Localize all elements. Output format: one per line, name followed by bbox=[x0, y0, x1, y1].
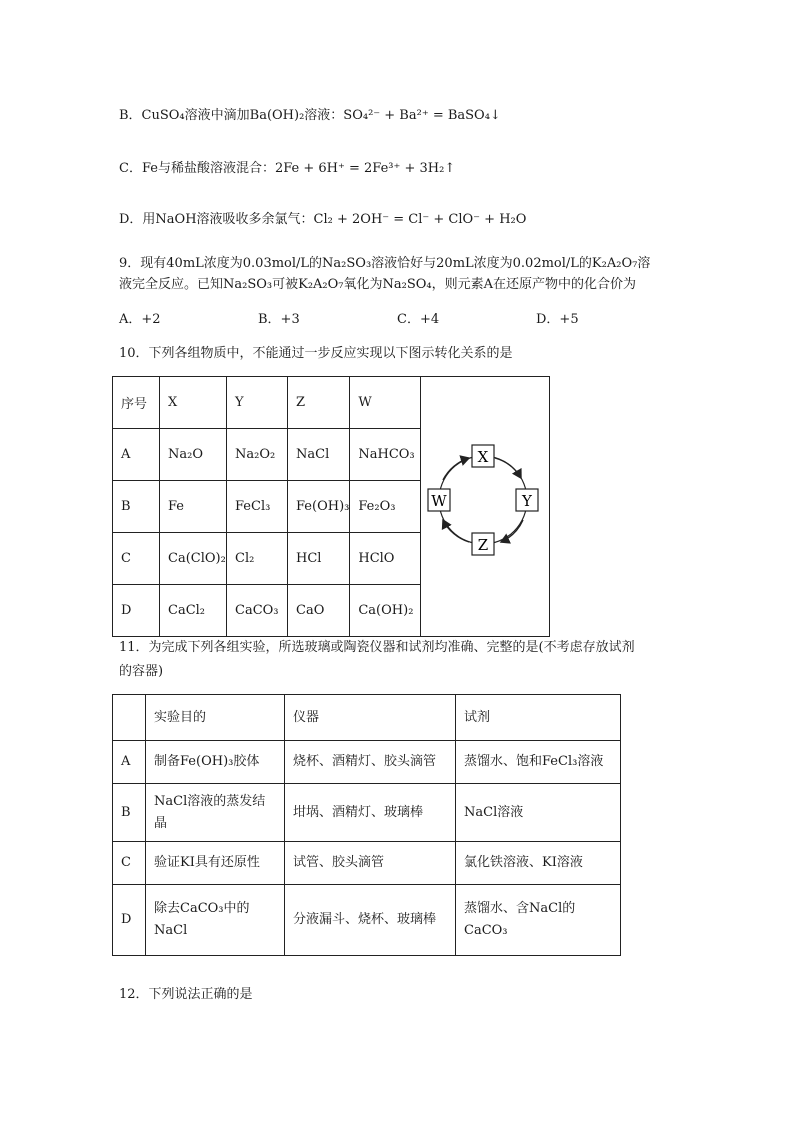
q11-row-c-reagents: 氯化铁溶液、KI溶液 bbox=[456, 842, 621, 885]
q10-row-a-w: NaHCO₃ bbox=[350, 429, 421, 481]
question-12-stem: 12．下列说法正确的是 bbox=[119, 987, 253, 1002]
q11-row-d-apparatus: 分液漏斗、烧杯、玻璃棒 bbox=[285, 885, 456, 956]
option-b-equation: B．CuSO₄溶液中滴加Ba(OH)₂溶液：SO₄²⁻ + Ba²⁺ = BaSO₄↓ bbox=[119, 108, 501, 123]
q10-cycle-diagram-cell bbox=[421, 377, 550, 637]
node-z-label: Z bbox=[478, 536, 489, 554]
question-11-table bbox=[112, 694, 621, 956]
question-11-line-1: 11．为完成下列各组实验，所选玻璃或陶瓷仪器和试剂均准确、完整的是(不考虑存放试剂 bbox=[119, 640, 635, 655]
q10-row-c-x: Ca(ClO)₂ bbox=[160, 533, 227, 585]
q11-header-purpose: 实验目的 bbox=[146, 695, 285, 741]
q9-option-a: A．+2 bbox=[119, 312, 161, 327]
q10-row-c-w: HClO bbox=[350, 533, 421, 585]
q10-header-z: Z bbox=[288, 377, 350, 429]
node-y-label: Y bbox=[522, 492, 533, 510]
q11-row-a-index: A bbox=[113, 741, 146, 784]
q10-row-d-index: D bbox=[113, 585, 160, 637]
q10-row-d-z: CaO bbox=[288, 585, 350, 637]
q10-row-a-x: Na₂O bbox=[160, 429, 227, 481]
question-10-table bbox=[112, 376, 550, 637]
q11-row-d-index: D bbox=[113, 885, 146, 956]
q9-option-b: B．+3 bbox=[258, 312, 300, 327]
option-c-equation: C．Fe与稀盐酸溶液混合：2Fe + 6H⁺ = 2Fe³⁺ + 3H₂↑ bbox=[119, 161, 456, 176]
q10-row-a-y: Na₂O₂ bbox=[227, 429, 288, 481]
q10-cycle-diagram bbox=[425, 442, 545, 562]
q10-row-c-z: HCl bbox=[288, 533, 350, 585]
q10-row-b-index: B bbox=[113, 481, 160, 533]
arrow-z-to-w bbox=[443, 520, 469, 542]
q10-header-y: Y bbox=[227, 377, 288, 429]
q11-row-c-index: C bbox=[113, 842, 146, 885]
q10-row-b-z: Fe(OH)₃ bbox=[288, 481, 350, 533]
q11-row-c-apparatus: 试管、胶头滴管 bbox=[285, 842, 456, 885]
q11-row-b-reagents: NaCl溶液 bbox=[456, 784, 621, 842]
q10-row-c-index: C bbox=[113, 533, 160, 585]
q11-row-a-purpose: 制备Fe(OH)₃胶体 bbox=[146, 741, 285, 784]
question-11-line-2: 的容器) bbox=[119, 664, 164, 679]
node-w-label: W bbox=[431, 492, 448, 510]
node-x-label: X bbox=[478, 448, 489, 466]
q11-header-apparatus: 仪器 bbox=[285, 695, 456, 741]
q11-row-a-reagents: 蒸馏水、饱和FeCl₃溶液 bbox=[456, 741, 621, 784]
q10-row-a-index: A bbox=[113, 429, 160, 481]
q10-row-b-y: FeCl₃ bbox=[227, 481, 288, 533]
q9-option-c: C．+4 bbox=[397, 312, 440, 327]
q11-header-index bbox=[113, 695, 146, 741]
q11-row-b-index: B bbox=[113, 784, 146, 842]
question-9-line-2: 液完全反应。已知Na₂SO₃可被K₂A₂O₇氧化为Na₂SO₄，则元素A在还原产物中的化合价为 bbox=[119, 277, 637, 292]
q11-header-reagents: 试剂 bbox=[456, 695, 621, 741]
question-10-stem: 10．下列各组物质中，不能通过一步反应实现以下图示转化关系的是 bbox=[119, 346, 513, 361]
arrow-x-to-y bbox=[495, 458, 521, 478]
arrow-w-to-x bbox=[443, 458, 469, 480]
q10-header-index: 序号 bbox=[113, 377, 160, 429]
q10-row-d-x: CaCl₂ bbox=[160, 585, 227, 637]
q11-row-d-reagents: 蒸馏水、含NaCl的CaCO₃ bbox=[456, 885, 621, 956]
q11-row-b-purpose: NaCl溶液的蒸发结晶 bbox=[146, 784, 285, 842]
q10-row-d-y: CaCO₃ bbox=[227, 585, 288, 637]
q9-option-d: D．+5 bbox=[536, 312, 579, 327]
q10-row-d-w: Ca(OH)₂ bbox=[350, 585, 421, 637]
q10-row-c-y: Cl₂ bbox=[227, 533, 288, 585]
q11-row-a-apparatus: 烧杯、酒精灯、胶头滴管 bbox=[285, 741, 456, 784]
q11-row-b-apparatus: 坩埚、酒精灯、玻璃棒 bbox=[285, 784, 456, 842]
q10-header-w: W bbox=[350, 377, 421, 429]
q11-row-d-purpose: 除去CaCO₃中的NaCl bbox=[146, 885, 285, 956]
q10-header-x: X bbox=[160, 377, 227, 429]
question-9-options bbox=[119, 310, 675, 330]
q10-row-b-x: Fe bbox=[160, 481, 227, 533]
q10-row-b-w: Fe₂O₃ bbox=[350, 481, 421, 533]
question-9-line-1: 9．现有40mL浓度为0.03mol/L的Na₂SO₃溶液恰好与20mL浓度为0.02mol/L的K₂A₂O₇溶 bbox=[119, 256, 651, 271]
q10-row-a-z: NaCl bbox=[288, 429, 350, 481]
q11-row-c-purpose: 验证KI具有还原性 bbox=[146, 842, 285, 885]
option-d-equation: D．用NaOH溶液吸收多余氯气：Cl₂ + 2OH⁻ = Cl⁻ + ClO⁻ + H₂O bbox=[119, 212, 527, 227]
